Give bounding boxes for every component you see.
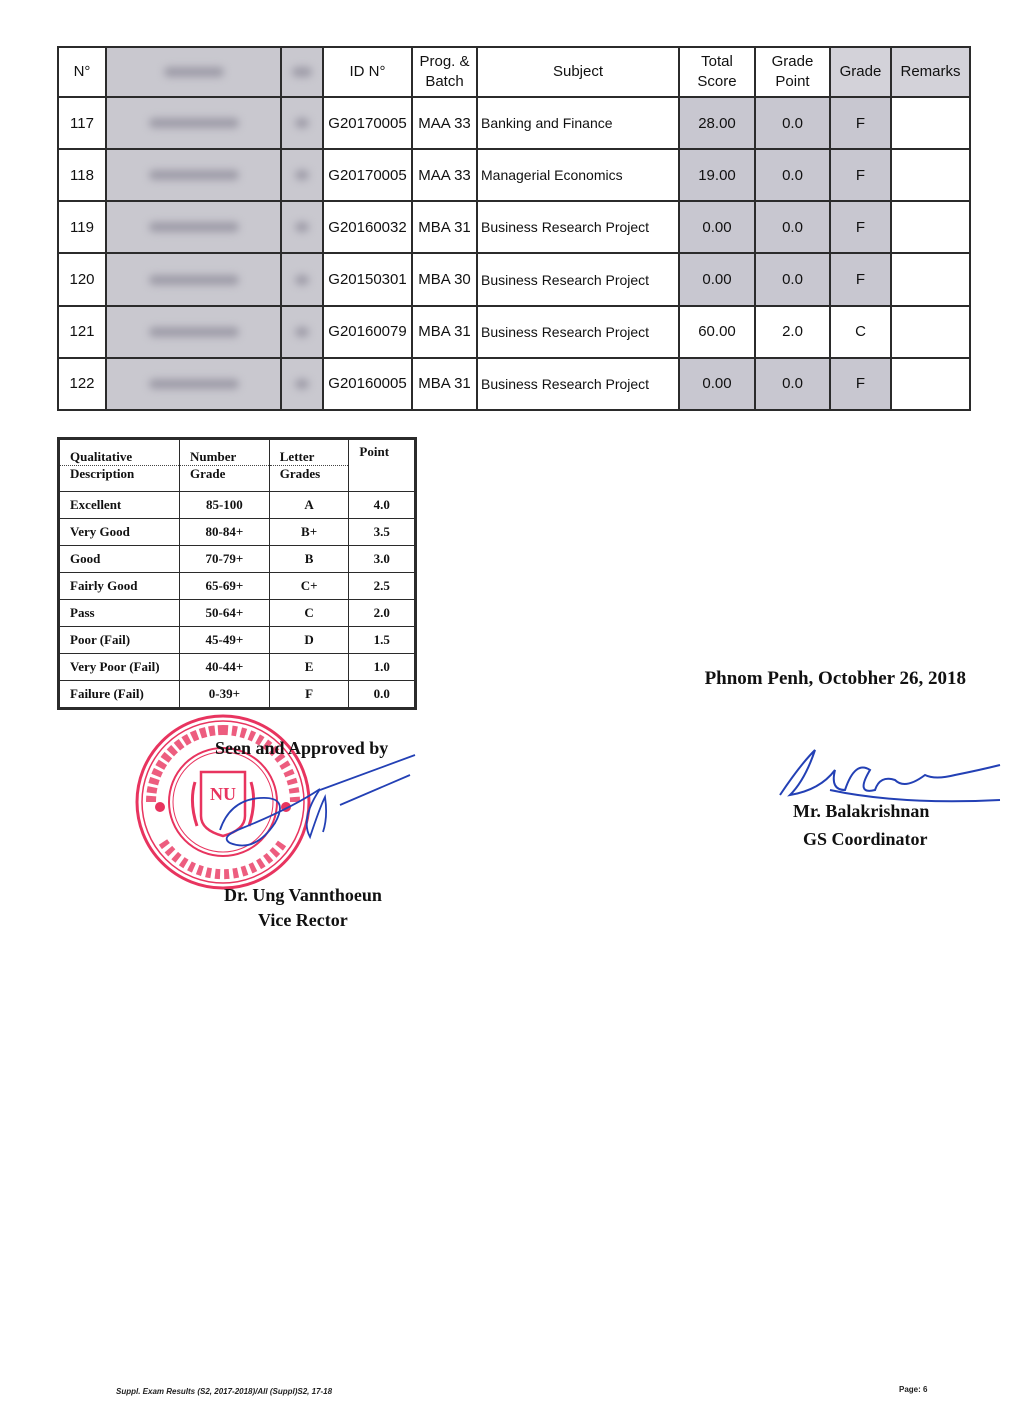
rector-name: Dr. Ung Vannthoeun [224, 885, 382, 905]
header-id: ID N° [323, 47, 412, 97]
cell-id: G20150301 [323, 253, 412, 305]
cell-total-score: 28.00 [679, 97, 755, 149]
cell-id: G20170005 [323, 149, 412, 201]
cell-total-score: 0.00 [679, 201, 755, 253]
cell-total-score: 60.00 [679, 306, 755, 358]
cell-grade: F [830, 358, 891, 410]
cell-grade: F [830, 149, 891, 201]
header-no: N° [58, 47, 106, 97]
scale-row [59, 600, 416, 627]
cell-no: 117 [58, 97, 106, 149]
scale-row [59, 546, 416, 573]
scale-description: Pass [59, 600, 180, 627]
grading-scale-table [57, 437, 417, 710]
cell-sex-redacted [281, 306, 323, 358]
seal-text: NU [210, 784, 236, 804]
scale-letter: B+ [269, 519, 349, 546]
table-row [58, 201, 970, 253]
scale-letter: E [269, 654, 349, 681]
scale-letter: B [269, 546, 349, 573]
cell-prog-batch: MAA 33 [412, 97, 477, 149]
scale-description: Fairly Good [59, 573, 180, 600]
cell-subject: Business Research Project [477, 306, 679, 358]
cell-sex-redacted [281, 149, 323, 201]
cell-id: G20170005 [323, 97, 412, 149]
scale-point: 3.0 [349, 546, 416, 573]
cell-grade-point: 0.0 [755, 97, 830, 149]
scale-letter: C+ [269, 573, 349, 600]
cell-grade: F [830, 97, 891, 149]
cell-subject: Business Research Project [477, 358, 679, 410]
footer-document-ref: Suppl. Exam Results (S2, 2017-2018)/All (Suppl)S2, 17-18 [116, 1387, 333, 1396]
scale-point: 4.0 [349, 492, 416, 519]
scale-point: 1.5 [349, 627, 416, 654]
cell-no: 118 [58, 149, 106, 201]
header-remarks: Remarks [891, 47, 970, 97]
place-date: Phnom Penh, Octobher 26, 2018 [704, 668, 966, 689]
cell-subject: Business Research Project [477, 253, 679, 305]
cell-grade: C [830, 306, 891, 358]
scale-header-description: Description [59, 466, 180, 492]
scale-header-grades: Grades [269, 466, 349, 492]
scale-header-letter: Letter [269, 439, 349, 466]
scale-point: 1.0 [349, 654, 416, 681]
table-row [58, 149, 970, 201]
table-row [58, 306, 970, 358]
cell-name-redacted [106, 358, 281, 410]
cell-name-redacted [106, 149, 281, 201]
cell-subject: Banking and Finance [477, 97, 679, 149]
cell-sex-redacted [281, 201, 323, 253]
scale-row [59, 573, 416, 600]
cell-no: 121 [58, 306, 106, 358]
results-header-row [58, 47, 970, 97]
scale-header-qualitative: Qualitative [59, 439, 180, 466]
cell-prog-batch: MBA 31 [412, 358, 477, 410]
scale-row [59, 492, 416, 519]
header-grade-point: Grade Point [755, 47, 830, 97]
cell-id: G20160032 [323, 201, 412, 253]
scale-description: Very Good [59, 519, 180, 546]
scale-description: Poor (Fail) [59, 627, 180, 654]
cell-no: 119 [58, 201, 106, 253]
cell-total-score: 0.00 [679, 358, 755, 410]
cell-sex-redacted [281, 97, 323, 149]
coordinator-name: Mr. Balakrishnan [793, 801, 930, 821]
rector-signature [180, 745, 430, 865]
cell-grade-point: 0.0 [755, 253, 830, 305]
scale-point: 2.5 [349, 573, 416, 600]
scale-row [59, 654, 416, 681]
table-row [58, 97, 970, 149]
cell-grade: F [830, 201, 891, 253]
table-row [58, 358, 970, 410]
scale-letter: D [269, 627, 349, 654]
cell-remarks [891, 149, 970, 201]
cell-id: G20160079 [323, 306, 412, 358]
scale-header-grade: Grade [180, 466, 270, 492]
scale-row [59, 681, 416, 709]
scale-range: 0-39+ [180, 681, 270, 709]
header-subject: Subject [477, 47, 679, 97]
scale-range: 70-79+ [180, 546, 270, 573]
scale-letter: A [269, 492, 349, 519]
cell-no: 120 [58, 253, 106, 305]
scale-letter: F [269, 681, 349, 709]
scale-header-number: Number [180, 439, 270, 466]
cell-remarks [891, 253, 970, 305]
cell-remarks [891, 358, 970, 410]
cell-grade-point: 0.0 [755, 201, 830, 253]
header-sex-redacted [281, 47, 323, 97]
scale-point: 2.0 [349, 600, 416, 627]
scale-header-top [59, 439, 416, 466]
scale-letter: C [269, 600, 349, 627]
cell-sex-redacted [281, 358, 323, 410]
cell-prog-batch: MBA 31 [412, 201, 477, 253]
scale-description: Good [59, 546, 180, 573]
cell-name-redacted [106, 97, 281, 149]
cell-name-redacted [106, 253, 281, 305]
scale-range: 80-84+ [180, 519, 270, 546]
scale-row [59, 627, 416, 654]
scale-range: 50-64+ [180, 600, 270, 627]
cell-prog-batch: MBA 30 [412, 253, 477, 305]
cell-name-redacted [106, 306, 281, 358]
table-row [58, 253, 970, 305]
header-name-redacted [106, 47, 281, 97]
cell-sex-redacted [281, 253, 323, 305]
cell-no: 122 [58, 358, 106, 410]
scale-description: Very Poor (Fail) [59, 654, 180, 681]
cell-name-redacted [106, 201, 281, 253]
cell-remarks [891, 306, 970, 358]
cell-id: G20160005 [323, 358, 412, 410]
rector-title: Vice Rector [258, 910, 348, 930]
seen-approved-label: Seen and Approved by [215, 738, 389, 758]
scale-header-point: Point [349, 439, 416, 492]
scale-description: Excellent [59, 492, 180, 519]
cell-prog-batch: MBA 31 [412, 306, 477, 358]
header-grade: Grade [830, 47, 891, 97]
scale-description: Failure (Fail) [59, 681, 180, 709]
cell-subject: Managerial Economics [477, 149, 679, 201]
cell-remarks [891, 97, 970, 149]
scale-range: 40-44+ [180, 654, 270, 681]
scale-range: 65-69+ [180, 573, 270, 600]
cell-prog-batch: MAA 33 [412, 149, 477, 201]
cell-grade-point: 2.0 [755, 306, 830, 358]
scale-range: 45-49+ [180, 627, 270, 654]
scale-range: 85-100 [180, 492, 270, 519]
cell-grade-point: 0.0 [755, 358, 830, 410]
scale-point: 0.0 [349, 681, 416, 709]
coordinator-signature [770, 740, 1005, 810]
cell-total-score: 19.00 [679, 149, 755, 201]
cell-total-score: 0.00 [679, 253, 755, 305]
cell-subject: Business Research Project [477, 201, 679, 253]
scale-row [59, 519, 416, 546]
cell-grade-point: 0.0 [755, 149, 830, 201]
results-table [57, 46, 971, 411]
scale-point: 3.5 [349, 519, 416, 546]
header-total-score: Total Score [679, 47, 755, 97]
header-prog-batch: Prog. & Batch [412, 47, 477, 97]
footer-page-number: Page: 6 [899, 1385, 928, 1394]
cell-grade: F [830, 253, 891, 305]
coordinator-title: GS Coordinator [803, 829, 928, 849]
cell-remarks [891, 201, 970, 253]
